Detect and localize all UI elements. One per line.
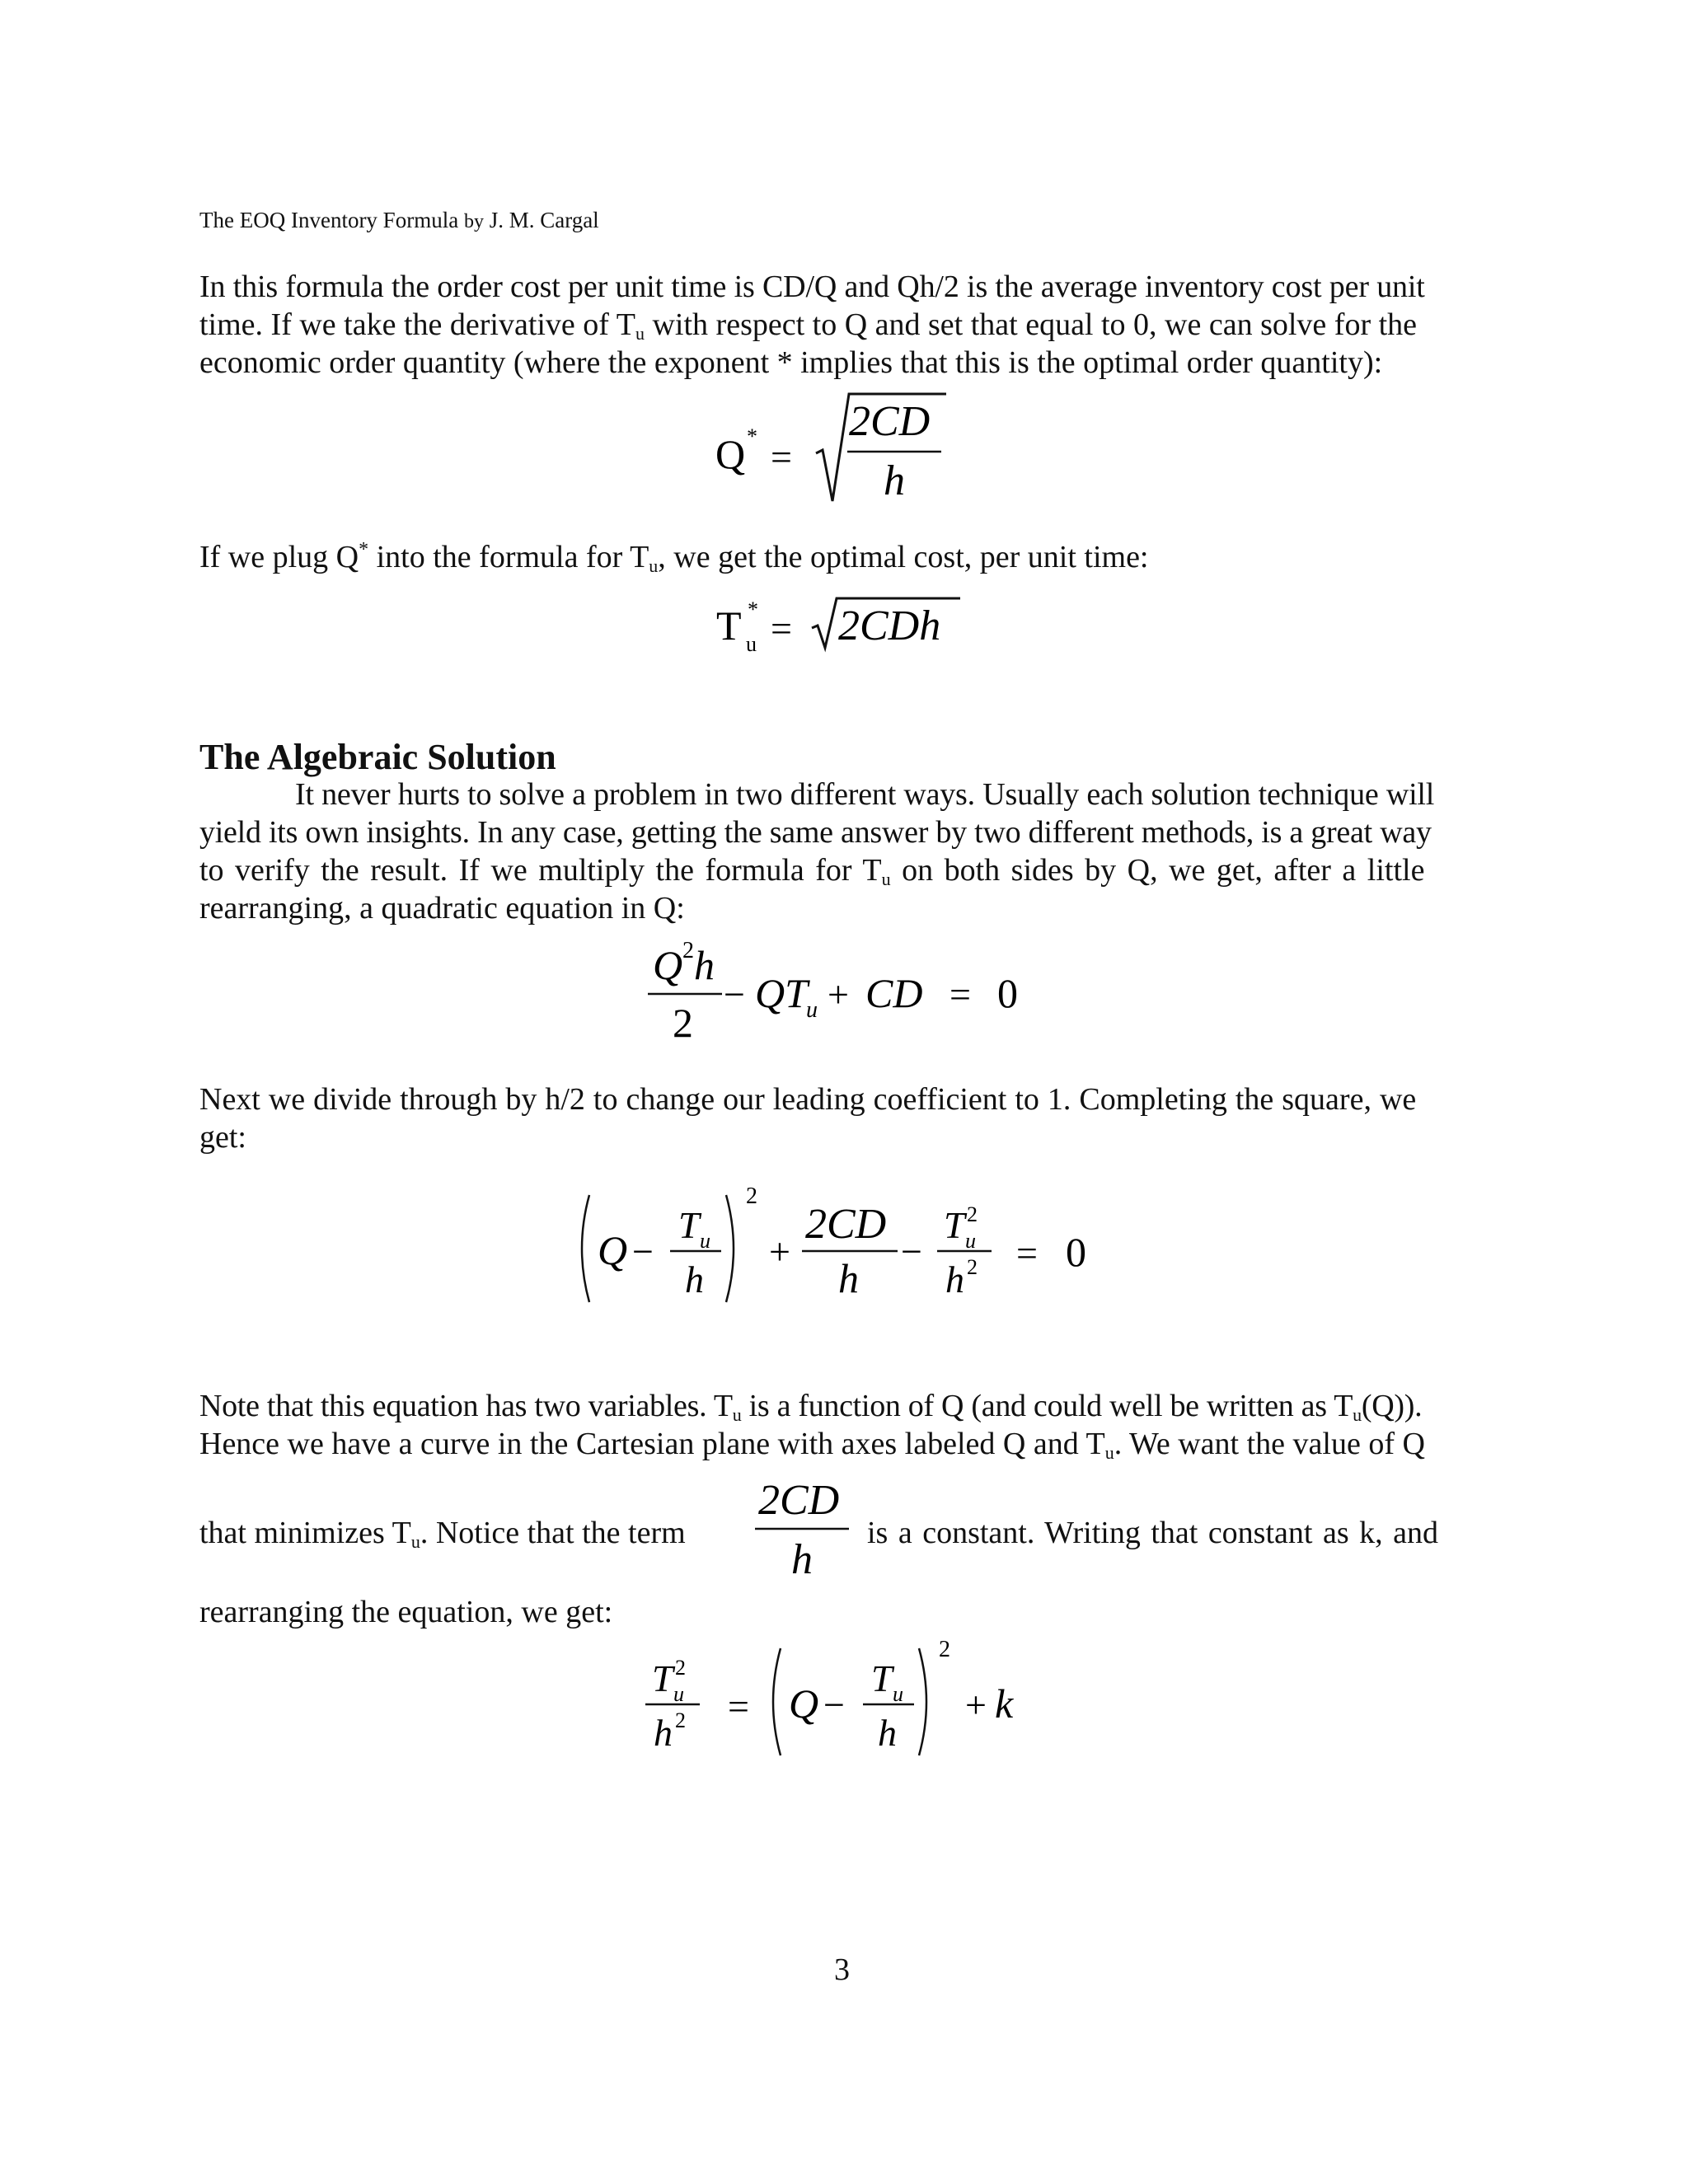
- eq1-equals: =: [771, 436, 792, 478]
- para5-line2: [199, 1426, 1425, 1462]
- page-number: 3: [834, 1952, 850, 1987]
- eq2-star: *: [748, 598, 758, 621]
- para3-line1: It never hurts to solve a problem in two different ways. Usually each solution technique will: [295, 777, 1435, 812]
- eq1-lhs: Q: [715, 431, 746, 477]
- para5-line3-start: [199, 1515, 686, 1551]
- eq5-numerator: 2CD: [758, 1477, 840, 1524]
- eq6-T2: T: [871, 1657, 893, 1699]
- eq4-h2-sup: 2: [967, 1255, 978, 1279]
- eq5-denominator: h: [791, 1536, 813, 1583]
- eq6-Q: Q: [789, 1680, 819, 1727]
- equation-eoq: [709, 387, 973, 511]
- equation-completed-square: [573, 1179, 1109, 1319]
- eq1-star: *: [747, 424, 757, 448]
- eq4-minus2: −: [901, 1230, 922, 1272]
- equation-rearranged: [639, 1632, 1051, 1772]
- section-heading: The Algebraic Solution: [199, 737, 556, 777]
- eq2-radicand: 2CDh: [838, 602, 941, 649]
- eq1-numerator: 2CD: [849, 398, 931, 445]
- eq4-right-paren: [726, 1195, 734, 1302]
- eq2-lhs: T: [716, 602, 742, 649]
- eq6-k: k: [995, 1680, 1014, 1727]
- eq1-denominator: h: [884, 457, 905, 504]
- eq2-equals: =: [771, 607, 792, 649]
- para5-line1: [199, 1388, 1422, 1424]
- eq3-sub: u: [806, 997, 818, 1023]
- running-header: [199, 208, 599, 233]
- eq4-exponent: 2: [746, 1183, 757, 1209]
- eq3-plus: +: [828, 973, 849, 1015]
- text-run: time. If we take the derivative of T: [199, 307, 635, 342]
- text-run: (Q)).: [1361, 1389, 1423, 1423]
- subscript: u: [732, 1404, 742, 1425]
- eq6-right-paren: [919, 1648, 926, 1755]
- eq3-minus: −: [724, 973, 745, 1015]
- eq4-T2: T: [944, 1204, 965, 1246]
- subscript: u: [1104, 1442, 1114, 1463]
- eq6-left-paren: [773, 1648, 781, 1755]
- eq6-exponent: 2: [939, 1637, 950, 1662]
- text-run: to verify the result. If we multiply the formula for T: [199, 853, 882, 888]
- eq6-T-sub: u: [673, 1682, 684, 1706]
- equation-optimal-cost: [713, 585, 977, 659]
- para3-line3: [199, 852, 1424, 888]
- eq3-den: 2: [673, 1000, 693, 1046]
- text-run: Hence we have a curve in the Cartesian plane with axes labeled Q and T: [199, 1427, 1105, 1461]
- eq4-left-paren: [582, 1195, 589, 1302]
- para1-line2: [199, 307, 1417, 343]
- para5-line4: rearranging the equation, we get:: [199, 1595, 613, 1629]
- eq6-T-sup: 2: [675, 1656, 686, 1680]
- subscript: u: [635, 323, 645, 344]
- eq3-rhs: 0: [997, 970, 1018, 1016]
- eq6-minus: −: [823, 1684, 845, 1726]
- eq3-num-sup: 2: [682, 938, 694, 963]
- eq2-sub: u: [746, 632, 757, 656]
- text-run: is a function of Q (and could well be written as T: [741, 1389, 1353, 1423]
- eq3-CD: CD: [865, 970, 923, 1016]
- header-by: by: [463, 211, 484, 232]
- eq4-plus: +: [769, 1230, 790, 1272]
- eq6-h2: h: [878, 1712, 897, 1754]
- subscript: u: [1353, 1404, 1362, 1425]
- eq6-h-sup: 2: [675, 1708, 686, 1732]
- eq3-QT: QT: [755, 970, 808, 1016]
- header-author: J. M. Cargal: [489, 208, 599, 232]
- subscript: u: [410, 1531, 420, 1552]
- equation-inline-term: [750, 1471, 865, 1586]
- text-run: on both sides by Q, we get, after a little: [890, 853, 1425, 888]
- para5-line3-end: is a constant. Writing that constant as k, and: [867, 1516, 1438, 1550]
- header-title: The EOQ Inventory Formula: [199, 208, 459, 232]
- eq6-T2-sub: u: [893, 1682, 903, 1706]
- para1-line3: economic order quantity (where the exponent * implies that this is the optimal order quantity):: [199, 345, 1383, 380]
- eq4-T-sub: u: [700, 1229, 710, 1253]
- text-run: Note that this equation has two variables. T: [199, 1389, 733, 1423]
- eq4-den2: h: [838, 1255, 859, 1301]
- eq4-T2-sup: 2: [967, 1202, 978, 1226]
- eq4-T: T: [678, 1204, 700, 1246]
- subscript: u: [881, 869, 891, 889]
- text-run: into the formula for T: [368, 540, 649, 574]
- para3-line2: yield its own insights. In any case, getting the same answer by two different methods, is a great way: [199, 815, 1432, 850]
- eq6-equals: =: [728, 1685, 749, 1727]
- eq4-h2: h: [945, 1258, 964, 1301]
- eq3-equals: =: [950, 973, 971, 1015]
- eq4-num2: 2CD: [805, 1201, 887, 1248]
- eq6-h: h: [654, 1712, 673, 1754]
- eq3-num-h: h: [694, 942, 715, 988]
- equation-quadratic: [643, 931, 1055, 1055]
- text-run: that minimizes T: [199, 1516, 411, 1550]
- text-run: If we plug Q: [199, 540, 359, 574]
- eq4-rhs: 0: [1066, 1229, 1086, 1275]
- eq4-equals: =: [1016, 1232, 1038, 1274]
- eq6-plus: +: [965, 1684, 987, 1726]
- text-run: with respect to Q and set that equal to 0, we can solve for the: [644, 307, 1418, 342]
- text-run: . Notice that the term: [420, 1516, 686, 1550]
- text-run: , we get the optimal cost, per unit time:: [658, 540, 1149, 574]
- eq4-minus: −: [632, 1230, 654, 1272]
- eq3-num-Q: Q: [653, 942, 683, 988]
- para3-line4: rearranging, a quadratic equation in Q:: [199, 891, 685, 926]
- para4-line1: Next we divide through by h/2 to change our leading coefficient to 1. Completing the square, we: [199, 1082, 1417, 1117]
- eq4-h: h: [685, 1258, 704, 1301]
- eq4-T2-sub: u: [965, 1229, 976, 1253]
- eq6-T: T: [652, 1657, 673, 1699]
- text-run: . We want the value of Q: [1114, 1427, 1425, 1461]
- subscript: u: [649, 555, 659, 576]
- para1-line1: In this formula the order cost per unit time is CD/Q and Qh/2 is the average inventory cost per unit: [199, 269, 1425, 304]
- superscript: *: [359, 539, 369, 560]
- para4-line2: get:: [199, 1120, 246, 1155]
- para2-line: [199, 539, 1149, 575]
- eq4-Q: Q: [598, 1227, 628, 1273]
